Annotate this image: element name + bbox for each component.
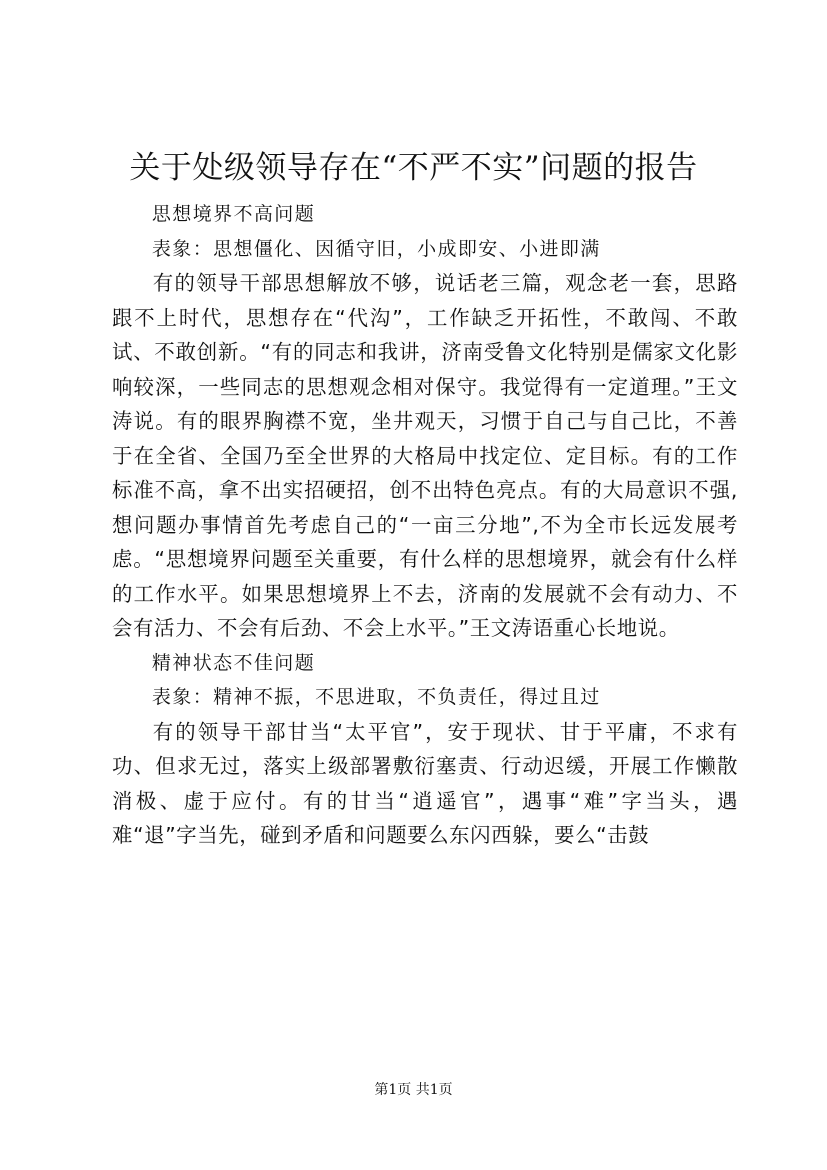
section-heading: 思想境界不高问题: [151, 203, 316, 225]
section-summary: 表象：思想僵化、因循守旧，小成即安、小进即满: [151, 237, 601, 260]
document-title: 关于处级领导存在“不严不实”问题的报告: [129, 150, 698, 186]
body-paragraph: 有的领导干部甘当“太平官”，安于现状、甘于平庸，不求有功、但求无过，落实上级部署敷衍塞责、行动迟缓，开展工作懒散消极、虚于应付。有的甘当“逍遥官”，遇事“难”字当头，遇难“退”字当先，碰到矛盾和问题要么东闪西躲，要么“击鼓: [112, 719, 738, 847]
section-summary: 表象：精神不振，不思进取，不负责任，得过且过: [151, 686, 601, 708]
body-paragraph: 有的领导干部思想解放不够，说话老三篇，观念老一套，思路跟不上时代，思想存在“代沟”，工作缺乏开拓性，不敢闯、不敢试、不敢创新。“有的同志和我讲，济南受鲁文化特别是儒家文化影响较深，一些同志的思想观念相对保守。我觉得有一定道理。”王文涛说。有的眼界胸襟不宽，坐井观天，习惯于自己与自己比，不善于在全省、全国乃至全世界的大格局中找定位、定目标。有的工作标准不高，拿不出实招硬招，创不出特色亮点。有的大局意识不强,想问题办事情首先考虑自己的“一亩三分地”,不为全市长远发展考虑。“思想境界问题至关重要，有什么样的思想境界，就会有什么样的工作水平。如果思想境界上不去，济南的发展就不会有动力、不会有活力、不会有后劲、不会上水平。”王文涛语重心长地说。: [112, 271, 738, 640]
page-number-footer: 第1页 共1页: [374, 1082, 453, 1098]
document-body: [112, 197, 738, 853]
section-heading: 精神状态不佳问题: [151, 651, 316, 674]
